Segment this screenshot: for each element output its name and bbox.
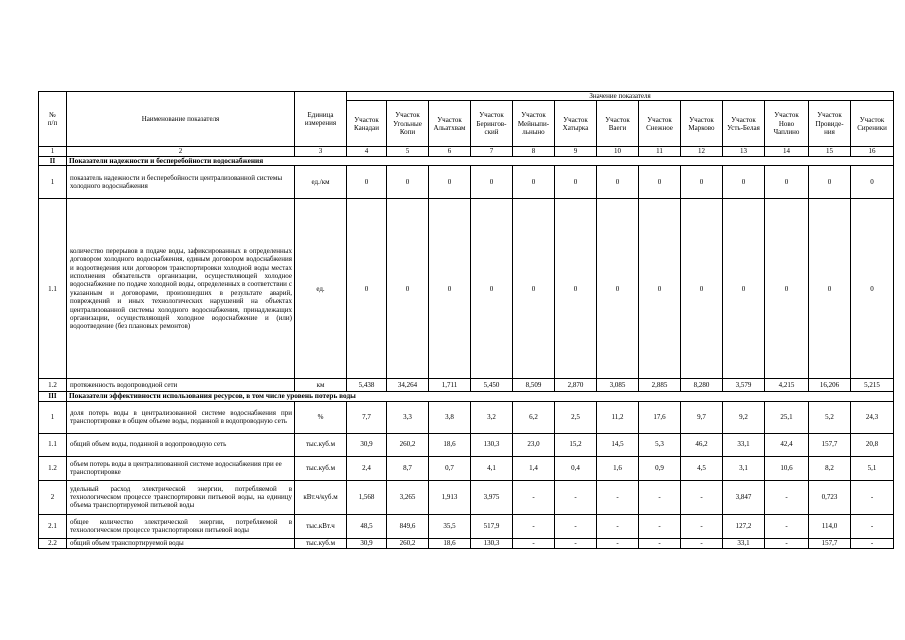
table-row (39, 456, 894, 480)
value-cell: 3,1 (723, 456, 765, 480)
value-cell: 130,3 (471, 538, 513, 548)
header-site: Участок Альатхвам (429, 101, 471, 147)
header-site: Участок Марково (681, 101, 723, 147)
value-cell: 7,7 (347, 401, 387, 433)
table-row (39, 166, 894, 199)
value-cell: 0 (765, 166, 809, 199)
value-cell: 1,711 (429, 379, 471, 392)
column-number: 1 (39, 147, 67, 156)
value-cell: 17,6 (639, 401, 681, 433)
value-cell: 3,975 (471, 480, 513, 514)
value-cell: - (851, 514, 894, 538)
column-number: 9 (555, 147, 597, 156)
column-number: 11 (639, 147, 681, 156)
value-cell: 5,2 (809, 401, 851, 433)
header-site: Участок Угольные Копи (387, 101, 429, 147)
value-cell: 0 (765, 199, 809, 379)
indicator-name: доля потерь воды в централизованной системе водоснабжения при транспортировке в общем объеме воды, поданной в водопроводную сеть (67, 401, 295, 433)
value-cell: 0 (429, 199, 471, 379)
table-row (39, 199, 894, 379)
value-cell: 0 (347, 199, 387, 379)
value-cell: 48,5 (347, 514, 387, 538)
column-number: 5 (387, 147, 429, 156)
column-number: 13 (723, 147, 765, 156)
value-cell: 2,885 (639, 379, 681, 392)
value-cell: 34,264 (387, 379, 429, 392)
row-number: 1.2 (39, 379, 67, 392)
value-cell: 20,8 (851, 433, 894, 456)
value-cell: - (555, 514, 597, 538)
value-cell: 14,5 (597, 433, 639, 456)
value-cell: 4,5 (681, 456, 723, 480)
value-cell: - (765, 480, 809, 514)
header-num: № п/п (39, 92, 67, 147)
column-number-row (39, 147, 894, 156)
value-cell: 260,2 (387, 538, 429, 548)
indicator-name: общее количество электрической энергии, потребляемой в технологическом процессе транспортировки питьевой воды (67, 514, 295, 538)
column-number: 16 (851, 147, 894, 156)
value-cell: 0,9 (639, 456, 681, 480)
table-row (39, 480, 894, 514)
section-title: Показатели эффективности использования ресурсов, в том числе уровень потерь воды (67, 392, 894, 401)
header-site: Участок Усть-Белая (723, 101, 765, 147)
column-number: 4 (347, 147, 387, 156)
indicator-name: удельный расход электрической энергии, потребляемой в технологическом процессе транспортировки питьевой воды, на единицу объема транспортируемой питьевой воды (67, 480, 295, 514)
header-values-group: Значение показателя (347, 92, 894, 101)
value-cell: 3,085 (597, 379, 639, 392)
value-cell: 0 (851, 199, 894, 379)
column-number: 2 (67, 147, 295, 156)
value-cell: 517,9 (471, 514, 513, 538)
value-cell: 4,215 (765, 379, 809, 392)
header-site: Участок Ваеги (597, 101, 639, 147)
indicator-name: общий объем воды, поданной в водопроводную сеть (67, 433, 295, 456)
value-cell: 5,1 (851, 456, 894, 480)
value-cell: 0 (681, 166, 723, 199)
value-cell: 15,2 (555, 433, 597, 456)
value-cell: - (765, 514, 809, 538)
value-cell: 849,6 (387, 514, 429, 538)
value-cell: 157,7 (809, 433, 851, 456)
header-site: Участок Берингов- ский (471, 101, 513, 147)
value-cell: 114,0 (809, 514, 851, 538)
value-cell: 0 (809, 199, 851, 379)
row-number: 1.2 (39, 456, 67, 480)
value-cell: 2,870 (555, 379, 597, 392)
value-cell: 5,438 (347, 379, 387, 392)
value-cell: - (555, 538, 597, 548)
value-cell: 0 (347, 166, 387, 199)
row-number: 1.1 (39, 199, 67, 379)
indicator-name: общий объем транспортируемой воды (67, 538, 295, 548)
unit-cell: тыс.куб.м (295, 433, 347, 456)
value-cell: 1,568 (347, 480, 387, 514)
value-cell: - (681, 480, 723, 514)
value-cell: 25,1 (765, 401, 809, 433)
value-cell: 0 (387, 199, 429, 379)
value-cell: - (513, 480, 555, 514)
value-cell: 5,215 (851, 379, 894, 392)
value-cell: 0 (597, 166, 639, 199)
value-cell: 5,450 (471, 379, 513, 392)
column-number: 14 (765, 147, 809, 156)
header-site: Участок Ново Чаплино (765, 101, 809, 147)
header-site: Участок Канадаи (347, 101, 387, 147)
value-cell: 3,8 (429, 401, 471, 433)
row-number: 2.2 (39, 538, 67, 548)
value-cell: 35,5 (429, 514, 471, 538)
value-cell: 0 (471, 199, 513, 379)
value-cell: 0 (555, 166, 597, 199)
table-row (39, 401, 894, 433)
value-cell: 16,206 (809, 379, 851, 392)
indicator-name: количество перерывов в подаче воды, зафиксированных в определенных договором холодного водоснабжения, единым договором водоснабжения и водоотведения или договором транспортировки холодной воды местах исполнения обязательств организации, осуществляющей холодное водоснабжение по подаче холодной воды, определенных в соответствии с указанным и договорами, произошедших в результате аварий, повреждений и иных технологических нарушений на объектах централизованной системы холодного водоснабжения, принадлежащих организации, осуществляющей холодное водоснабжение и (или) водоотведение (без плановых ремонтов) (67, 199, 295, 379)
value-cell: 4,1 (471, 456, 513, 480)
header-site: Участок Провиде- ния (809, 101, 851, 147)
section-row (39, 156, 894, 165)
value-cell: 18,6 (429, 433, 471, 456)
header-site: Участок Снежное (639, 101, 681, 147)
value-cell: 0 (723, 199, 765, 379)
header-name: Наименование показателя (67, 92, 295, 147)
row-number: 1.1 (39, 433, 67, 456)
value-cell: - (513, 538, 555, 548)
value-cell: 33,1 (723, 433, 765, 456)
value-cell: 2,4 (347, 456, 387, 480)
value-cell: 11,2 (597, 401, 639, 433)
value-cell: 3,579 (723, 379, 765, 392)
value-cell: 0 (555, 199, 597, 379)
value-cell: 3,3 (387, 401, 429, 433)
table-row (39, 514, 894, 538)
column-number: 7 (471, 147, 513, 156)
value-cell: 3,265 (387, 480, 429, 514)
row-number: 2 (39, 480, 67, 514)
value-cell: 10,6 (765, 456, 809, 480)
value-cell: 0,4 (555, 456, 597, 480)
value-cell: 0 (513, 166, 555, 199)
value-cell: 0 (723, 166, 765, 199)
unit-cell: тыс.куб.м (295, 538, 347, 548)
value-cell: 1,6 (597, 456, 639, 480)
value-cell: 0 (639, 166, 681, 199)
value-cell: 8,7 (387, 456, 429, 480)
value-cell: 0 (471, 166, 513, 199)
value-cell: 0 (851, 166, 894, 199)
value-cell: 0 (639, 199, 681, 379)
indicators-table (38, 91, 894, 549)
value-cell: 8,280 (681, 379, 723, 392)
column-number: 6 (429, 147, 471, 156)
value-cell: 0,7 (429, 456, 471, 480)
unit-cell: % (295, 401, 347, 433)
header-site: Участок Хатырка (555, 101, 597, 147)
unit-cell: км (295, 379, 347, 392)
value-cell: 6,2 (513, 401, 555, 433)
value-cell: 9,2 (723, 401, 765, 433)
section-row (39, 392, 894, 401)
value-cell: - (639, 514, 681, 538)
value-cell: 30,9 (347, 538, 387, 548)
value-cell: 3,2 (471, 401, 513, 433)
row-number: 1 (39, 166, 67, 199)
header-site: Участок Мейныпи- льныно (513, 101, 555, 147)
table-body (39, 92, 894, 549)
value-cell: - (765, 538, 809, 548)
value-cell: 0 (429, 166, 471, 199)
value-cell: 23,0 (513, 433, 555, 456)
indicator-name: показатель надежности и бесперебойности централизованной системы холодного водоснабжения (67, 166, 295, 199)
value-cell: - (639, 538, 681, 548)
value-cell: 9,7 (681, 401, 723, 433)
unit-cell: тыс.куб.м (295, 456, 347, 480)
value-cell: 1,4 (513, 456, 555, 480)
value-cell: 260,2 (387, 433, 429, 456)
column-number: 15 (809, 147, 851, 156)
value-cell: - (681, 538, 723, 548)
row-number: 1 (39, 401, 67, 433)
indicator-name: объем потерь воды в централизованной системе водоснабжения при ее транспортировке (67, 456, 295, 480)
unit-cell: ед. (295, 199, 347, 379)
section-title: Показатели надежности и бесперебойности водоснабжения (67, 156, 894, 165)
value-cell: 0 (809, 166, 851, 199)
unit-cell: кВт.ч/куб.м (295, 480, 347, 514)
value-cell: 5,3 (639, 433, 681, 456)
value-cell: 3,847 (723, 480, 765, 514)
section-number: II (39, 156, 67, 165)
value-cell: - (597, 480, 639, 514)
value-cell: 42,4 (765, 433, 809, 456)
header-unit: Единица измерения (295, 92, 347, 147)
section-number: III (39, 392, 67, 401)
table-row (39, 379, 894, 392)
value-cell: - (851, 538, 894, 548)
table-row (39, 433, 894, 456)
indicator-name: протяженность водопроводной сети (67, 379, 295, 392)
column-number: 12 (681, 147, 723, 156)
column-number: 10 (597, 147, 639, 156)
value-cell: 24,3 (851, 401, 894, 433)
value-cell: 0 (681, 199, 723, 379)
table-row (39, 538, 894, 548)
value-cell: 18,6 (429, 538, 471, 548)
value-cell: 0 (387, 166, 429, 199)
value-cell: - (597, 538, 639, 548)
value-cell: 2,5 (555, 401, 597, 433)
unit-cell: тыс.кВт.ч (295, 514, 347, 538)
value-cell: 8,509 (513, 379, 555, 392)
value-cell: - (597, 514, 639, 538)
value-cell: - (681, 514, 723, 538)
value-cell: 157,7 (809, 538, 851, 548)
column-number: 3 (295, 147, 347, 156)
value-cell: 130,3 (471, 433, 513, 456)
value-cell: 33,1 (723, 538, 765, 548)
value-cell: 1,913 (429, 480, 471, 514)
value-cell: 0 (513, 199, 555, 379)
value-cell: - (639, 480, 681, 514)
value-cell: 0,723 (809, 480, 851, 514)
row-number: 2.1 (39, 514, 67, 538)
value-cell: 8,2 (809, 456, 851, 480)
value-cell: 127,2 (723, 514, 765, 538)
value-cell: - (513, 514, 555, 538)
value-cell: 0 (597, 199, 639, 379)
value-cell: - (851, 480, 894, 514)
header-site: Участок Сиреники (851, 101, 894, 147)
value-cell: - (555, 480, 597, 514)
value-cell: 46,2 (681, 433, 723, 456)
header-row-group (39, 92, 894, 101)
column-number: 8 (513, 147, 555, 156)
value-cell: 30,9 (347, 433, 387, 456)
unit-cell: ед./км (295, 166, 347, 199)
